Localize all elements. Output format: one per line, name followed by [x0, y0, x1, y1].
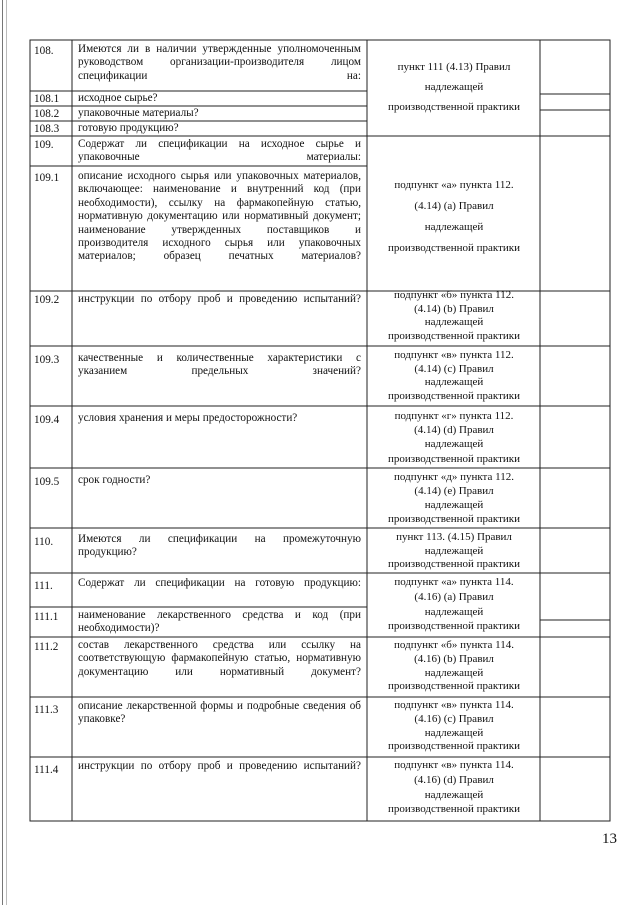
reference-cell	[371, 639, 537, 694]
reference-line: надлежащей	[424, 81, 484, 93]
reference-cell	[371, 470, 537, 526]
reference-line: производственной практики	[387, 101, 521, 113]
reference-line: производственной практики	[387, 740, 521, 753]
reference-line: подпункт «в» пункта 114.	[394, 759, 514, 771]
reference-line: (4.16) (c) Правил	[414, 712, 494, 725]
reference-cell	[371, 699, 537, 754]
reference-line: производственной практики	[387, 389, 521, 402]
row-number: 111.	[34, 580, 53, 592]
row-number: 108.3	[34, 123, 60, 135]
reference-line: (4.14) (e) Правил	[414, 485, 494, 497]
reference-line: (4.16) (b) Правил	[414, 652, 494, 665]
reference-line: подпункт «б» пункта 114.	[394, 639, 514, 651]
reference-line: (4.14) (a) Правил	[414, 200, 494, 212]
reference-line: подпункт «а» пункта 114.	[394, 576, 514, 588]
question-text: состав лекарственного средства или ссылку на соответствующую фармакопейную статью, нормативную документацию или нормативный документ?	[78, 639, 361, 678]
reference-line: подпункт «г» пункта 112.	[394, 410, 514, 422]
question-text: качественные и количественные характеристики с указанием предельных значений?	[78, 352, 361, 378]
question-text: готовую продукцию?	[78, 122, 179, 134]
reference-line: надлежащей	[424, 316, 484, 328]
reference-line: (4.16) (a) Правил	[414, 590, 494, 603]
row-number: 109.2	[34, 294, 60, 306]
reference-cell	[371, 349, 537, 403]
reference-cell	[371, 409, 537, 466]
question-text: описание исходного сырья или упаковочных материалов, включающее: наименование и внутренний код (при необходимости), ссылку на фармакопейную статью, нормативную документацию или нормативный документ; наименование утвержденных поставщиков и производителя исходного сырья или упаковочных материалов; образец печатных материалов?	[78, 170, 361, 263]
question-text: срок годности?	[78, 474, 151, 486]
row-number: 109.4	[34, 414, 60, 426]
reference-line: производственной практики	[387, 513, 521, 525]
reference-line: надлежащей	[424, 221, 484, 233]
row-number: 108.1	[34, 93, 60, 105]
question-text: Имеются ли спецификации на промежуточную продукцию?	[78, 533, 361, 559]
question-text: инструкции по отбору проб и проведению испытаний?	[78, 293, 361, 305]
reference-line: (4.16) (d) Правил	[414, 773, 494, 786]
reference-line: (4.14) (d) Правил	[414, 424, 494, 437]
question-text: исходное сырье?	[78, 92, 158, 104]
row-number: 109.	[34, 139, 54, 151]
reference-line: подпункт «б» пункта 112.	[394, 289, 514, 301]
reference-line: подпункт «д» пункта 112.	[394, 471, 514, 483]
row-number: 111.2	[34, 641, 59, 653]
reference-cell	[371, 758, 537, 817]
question-text: описание лекарственной формы и подробные сведения об упаковке?	[78, 700, 361, 726]
reference-line: производственной практики	[387, 803, 521, 816]
reference-line: пункт 111 (4.13) Правил	[397, 61, 511, 73]
reference-line: (4.14) (c) Правил	[414, 362, 494, 375]
reference-line: подпункт «а» пункта 112.	[394, 179, 514, 191]
row-number: 109.3	[34, 354, 60, 366]
reference-line: производственной практики	[387, 680, 521, 693]
question-text: условия хранения и меры предосторожности?	[78, 412, 298, 424]
row-number: 111.1	[34, 611, 59, 623]
reference-cell	[371, 531, 537, 572]
reference-line: надлежащей	[424, 726, 484, 739]
reference-line: производственной практики	[387, 620, 521, 633]
reference-line: производственной практики	[387, 329, 521, 342]
question-text: наименование лекарственного средства и код (при необходимости)?	[78, 609, 361, 635]
row-number: 109.1	[34, 172, 60, 184]
question-text: Имеются ли в наличии утвержденные уполномоченным руководством организации-производителя лицом спецификации на:	[78, 43, 361, 82]
question-text: Содержат ли спецификации на готовую продукцию:	[78, 577, 361, 589]
row-number: 109.5	[34, 476, 60, 488]
row-number: 111.4	[34, 764, 59, 776]
reference-line: надлежащей	[424, 499, 484, 511]
question-text: Содержат ли спецификации на исходное сырье и упаковочные материалы:	[78, 138, 361, 164]
reference-line: пункт 113. (4.15) Правил	[396, 531, 512, 543]
reference-line: надлежащей	[424, 605, 484, 618]
reference-line: надлежащей	[424, 438, 484, 451]
row-number: 110.	[34, 536, 54, 548]
question-text: инструкции по отбору проб и проведению испытаний?	[78, 760, 361, 772]
reference-line: производственной практики	[387, 558, 521, 570]
reference-line: надлежащей	[424, 544, 484, 557]
reference-cell	[371, 575, 537, 634]
page-number: 13	[602, 831, 617, 847]
reference-line: надлежащей	[424, 666, 484, 679]
row-number: 108.	[34, 45, 54, 57]
reference-cell	[371, 57, 537, 117]
reference-line: надлежащей	[424, 788, 484, 801]
question-text: упаковочные материалы?	[78, 107, 199, 119]
reference-line: подпункт «в» пункта 114.	[394, 699, 514, 711]
reference-line: надлежащей	[424, 376, 484, 388]
reference-cell	[371, 175, 537, 259]
reference-line: подпункт «в» пункта 112.	[394, 349, 514, 361]
reference-line: производственной практики	[387, 452, 521, 465]
row-number: 111.3	[34, 704, 59, 716]
row-number: 108.2	[34, 108, 60, 120]
reference-line: производственной практики	[387, 242, 521, 254]
reference-cell	[371, 289, 537, 343]
reference-line: (4.14) (b) Правил	[414, 302, 494, 315]
